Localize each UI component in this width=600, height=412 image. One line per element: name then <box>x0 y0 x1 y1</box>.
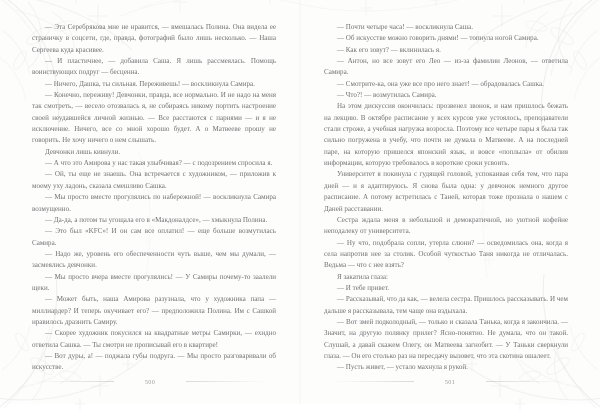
paragraph: — Рассказывай, что да как, — велела сестра. Пришлось рассказывать. И чем дальше я рассказывала, тем чаще она вздыхала. <box>324 295 568 315</box>
page-right-body <box>324 22 568 374</box>
paragraph: — Почти четыре часа! — воскликнула Саша. <box>337 23 473 31</box>
paragraph: — Ну что, подобрала сопли, утерла слюни? — осведомилась она, когда я села напротив нее за столик. Особой чуткостью Таня никогда не отличалась. Ведьма — что с нее взять? <box>324 238 568 270</box>
paragraph: — Да-да, а потом ты угощала его в «Макдоналдсе», — хмыкнула Полина. <box>45 215 268 224</box>
paragraph: — Смотрите-ка, она уже все про него знает! — обрадовалась Сашка. <box>337 79 544 88</box>
paragraph: — Вот дуры, а! — поджала губы подруга. — Мы просто разговаривали об искусстве. <box>32 351 276 372</box>
page-number-left: 500 <box>144 379 156 386</box>
paragraph: — Мы просто вместе прогулялись по набережной! — воскликнула Самира возмущенно. <box>32 193 276 213</box>
page-left-body <box>32 22 276 374</box>
paragraph: Я закатила глаза: <box>337 272 388 281</box>
paragraph: — Эта Серебрякова мне не нравится, — вмешалась Полина. Она видела ее страничку в соцсети, где, правда, фотографий было лишь несколько. — Наша Сергеева куда красивее. <box>32 23 276 54</box>
paragraph: — Скорее художник покусился на квадратные метры Самирки, — ехидно ответила Сашка. — Ты смотри не прописывай его в квартире! <box>32 329 276 349</box>
paragraph: — И пластичнее, — добавила Саша. Я лишь рассмеялась. Помощь воинствующих подруг — бесценна. <box>32 57 276 77</box>
paragraph: — Ничего, Дашка, ты сильная. Переживешь! — воскликнула Самира. <box>45 79 255 88</box>
page-right <box>300 0 600 404</box>
paragraph: — Конечно, переживу! Девчонки, правда, все нормально. И не надо на меня так смотреть, — весело отозвалась я, не собираясь никому портить настроение своей неудавшейся личной жизнью. — Все расстаются с парнями — и я не исключение. Ничего, все со мной хорошо будет. А о Матвееве прошу не говорить. Не хочу ничего о нем слышать. <box>32 91 276 145</box>
paragraph: — Как его зовут? — вклинилась я. <box>337 45 441 54</box>
paragraph: — Вот змей подколодный, — только и сказала Танька, когда я закончила. — Значит, на другую полянку прилег? Ясно-понятно. Не думала, что он такой. Слушай, а давай скажем Олегу, он Матвеева загнобит. — У Таньки сверкнули глаза. — Он его столько раз на пересдачу вызовет, что эта скотина ошалеет. <box>324 317 568 360</box>
paragraph: — Пусть живет, — устало махнула я рукой. <box>337 363 468 372</box>
paragraph: — И тебе привет. <box>337 283 390 292</box>
paragraph: — Надо же, уровень его обеспеченности чуть выше, чем мы думали, — засмеялись девчонки. <box>32 249 276 270</box>
paragraph: — Антон, но все зовут его Лео — из-за фамилии Леонов, — ответила Самира. <box>324 57 568 77</box>
paragraph: — Ой, ты еще не знаешь. Она встречается с художником, — приложив к моему уху ладонь, сказала смешливо Сашка. <box>32 170 276 190</box>
paragraph: — Может быть, наша Амирова разузнала, что у художника папа — миллиардер? И теперь окучивает его? — предположила Полина. Им с Сашкой нравилось дразнить Самиру. <box>32 295 276 326</box>
page-number-right: 501 <box>444 379 456 386</box>
paragraph: Университет я покинула с гудящей головой, успокаивая себя тем, что пара дней — и я адаптируюсь. Я снова была одна: у девчонок немного другое расписание. А потому встретилась с Таней, которая тоже прознала о нашем с Даней расставании. <box>324 170 568 213</box>
paragraph: — Это был «KFC»! И он сам все оплатил! — еще больше возмутилась Самира. <box>32 227 276 247</box>
paragraph: Сестра ждала меня в небольшой и демократичной, но уютной кофейне неподалеку от университета. <box>324 215 568 236</box>
paragraph: — Об искусстве можно говорить днями! — топнула ногой Самира. <box>337 34 539 43</box>
paragraph: — Что?! — возмутилась Самира. <box>337 91 437 100</box>
page-left <box>0 0 300 404</box>
paragraph: — Мы просто вчера вместе прогулялись! — У Самиры почему-то заалели щеки. <box>32 272 276 292</box>
paragraph: — А что это Амирова у нас такая улыбчивая? — с подозрением спросила я. <box>45 159 273 168</box>
paragraph: Девчонки лишь кивнули. <box>45 147 121 156</box>
paragraph: На этом дискуссия окончилась: прозвенел звонок, и нам пришлось бежать на лекцию. В октябре расписание у всех курсов уже устоялось, преподаватели стали строже, а учебная нагрузка возросла. Поэтому все четыре пары я была так сильно погружена в учебу, что почти не думала о Матвееве. А на последней паре, на которую пришелся японский язык, и вовсе «поплыла» от обилия информации, которую требовалось в короткие сроки усвоить. <box>324 102 568 168</box>
